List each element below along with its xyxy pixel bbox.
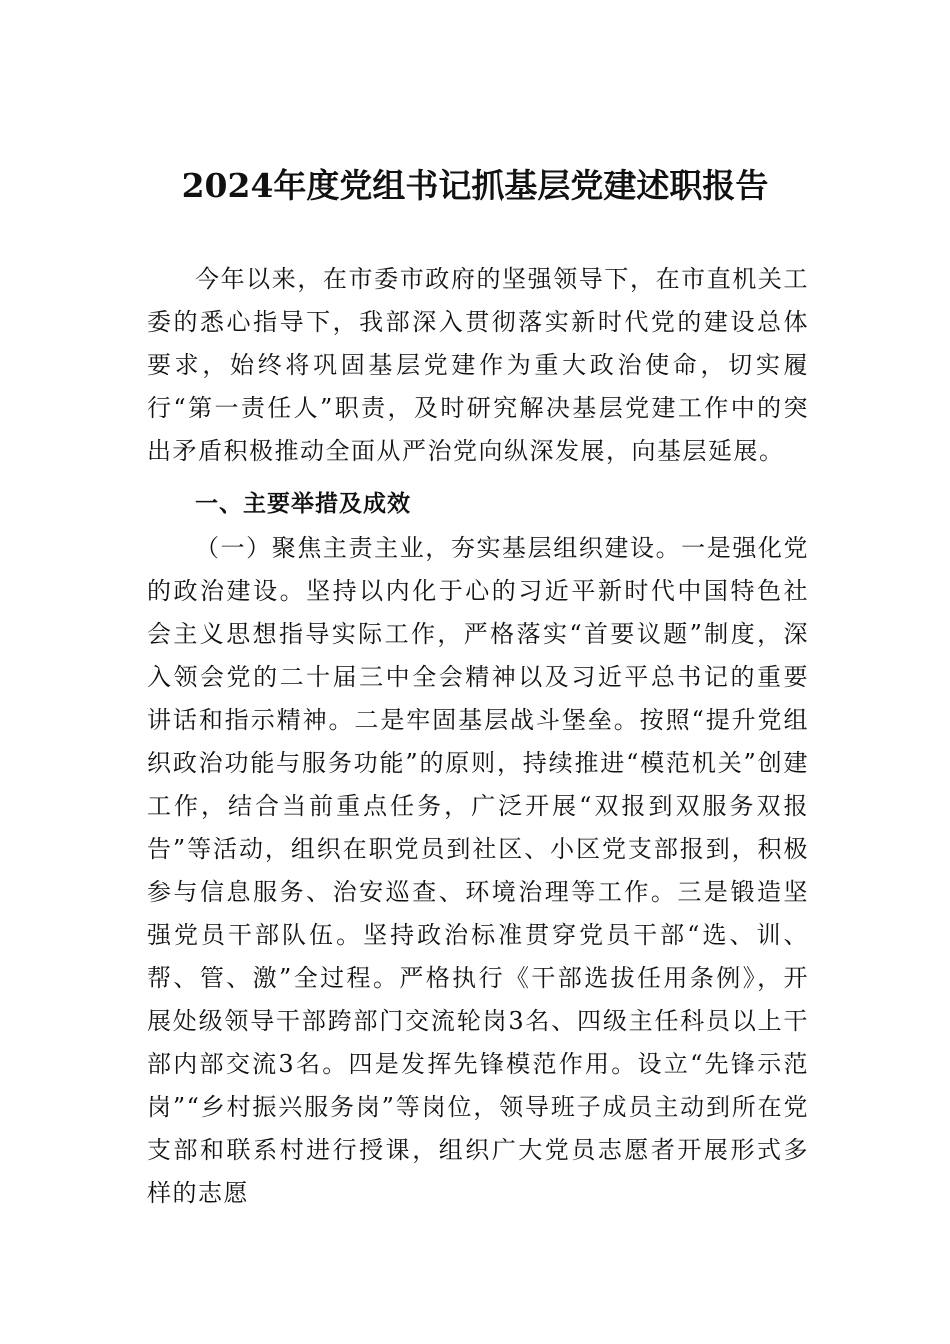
document-title: 2024年度党组书记抓基层党建述职报告 bbox=[181, 166, 769, 205]
section-heading: 一、主要举措及成效 bbox=[195, 491, 411, 517]
section-paragraph: （一）聚焦主责主业，夯实基层组织建设。一是强化党的政治建设。坚持以内化于心的习近平新时代中国特色社会主义思想指导实际工作，严格落实“首要议题”制度，深入领会党的二十届三中全会精神以及习近平总书记的重要讲话和指示精神。二是牢固基层战斗堡垒。按照“提升党组织政治功能与服务功能”的原则，持续推进“模范机关”创建工作，结合当前重点任务，广泛开展“双报到双服务双报告”等活动，组织在职党员到社区、小区党支部报到，积极参与信息服务、治安巡查、环境治理等工作。三是锻造坚强党员干部队伍。坚持政治标准贯穿党员干部“选、训、帮、管、激”全过程。严格执行《干部选拔任用条例》，开展处级领导干部跨部门交流轮岗3名、四级主任科员以上干部内部交流3名。四是发挥先锋模范作用。设立“先锋示范岗”“乡村振兴服务岗”等岗位，领导班子成员主动到所在党支部和联系村进行授课，组织广大党员志愿者开展形式多样的志愿 bbox=[147, 534, 809, 1207]
intro-paragraph: 今年以来，在市委市政府的坚强领导下，在市直机关工委的悉心指导下，我部深入贯彻落实新时代党的建设总体要求，始终将巩固基层党建作为重大政治使命，切实履行“第一责任人”职责，及时研究解决基层党建工作中的突出矛盾积极推动全面从严治党向纵深发展，向基层延展。 bbox=[147, 265, 809, 465]
